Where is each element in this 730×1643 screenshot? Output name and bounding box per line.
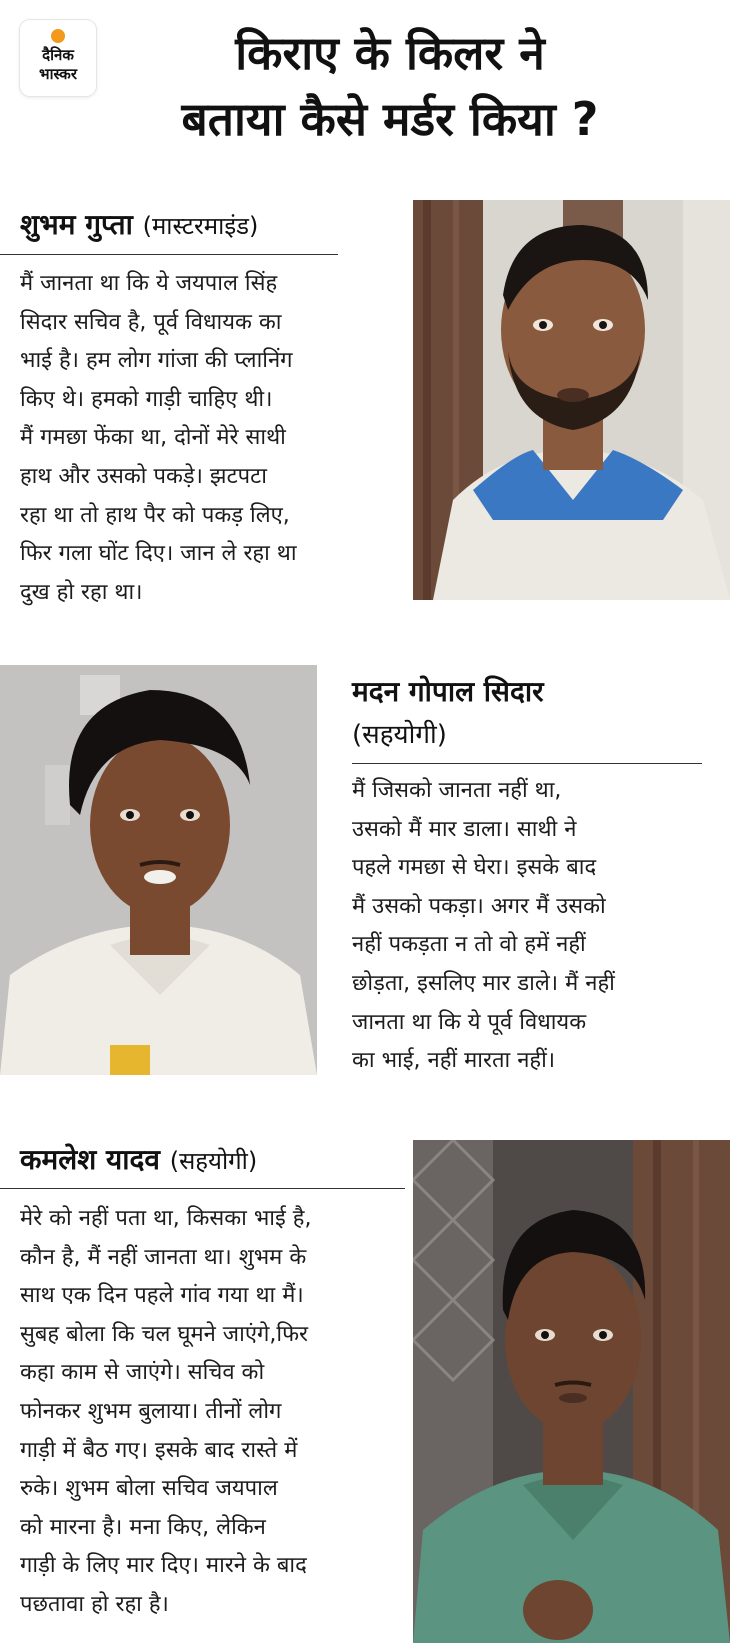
- statement-line: किए थे। हमको गाड़ी चाहिए थी।: [20, 386, 273, 412]
- logo-text-line2: भास्कर: [39, 65, 77, 83]
- statement-line: मेरे को नहीं पता था, किसका भाई है,: [20, 1206, 312, 1231]
- statement-line: गाड़ी में बैठ गए। इसके बाद रास्ते में: [20, 1437, 298, 1463]
- statement-text-2: [352, 772, 615, 1081]
- person-role: (सहयोगी): [169, 1147, 258, 1175]
- person-name: कमलेश यादव: [20, 1143, 160, 1176]
- statement-line: मैं जानता था कि ये जयपाल सिंह: [20, 271, 278, 296]
- statement-line: कहा काम से जाएंगे। सचिव को: [20, 1360, 265, 1386]
- statement-line: जानता था कि ये पूर्व विधायक: [352, 1009, 587, 1035]
- photo-shubham-gupta: [413, 200, 730, 600]
- headline-line2: बताया कैसे मर्डर किया ?: [181, 92, 599, 146]
- statement-line: छोड़ता, इसलिए मार डाले। मैं नहीं: [352, 970, 615, 996]
- headline-line1: किराए के किलर ने: [235, 26, 545, 80]
- statement-line: हाथ और उसको पकड़े। झटपटा: [20, 463, 267, 489]
- person-name-2: मदन गोपाल सिदार: [352, 675, 544, 708]
- statement-line: नहीं पकड़ता न तो वो हमें नहीं: [352, 932, 586, 958]
- person-role-2: (सहयोगी): [352, 720, 447, 750]
- person-name-3: [20, 1140, 257, 1178]
- photo-kamlesh-yadav: [413, 1140, 730, 1643]
- photo-madan-gopal-sidar: [0, 665, 317, 1075]
- statement-line: मैं जिसको जानता नहीं था,: [352, 778, 562, 803]
- divider-3: [0, 1188, 405, 1189]
- statement-text-3: [20, 1200, 311, 1625]
- person-name: शुभम गुप्ता: [20, 208, 133, 241]
- statement-line: कौन है, मैं नहीं जानता था। शुभम के: [20, 1244, 307, 1270]
- statement-line: रहा था तो हाथ पैर को पकड़ लिए,: [20, 502, 290, 528]
- divider-2: [352, 763, 702, 764]
- statement-line: पछतावा हो रहा है।: [20, 1591, 169, 1617]
- statement-line: गाड़ी के लिए मार दिए। मारने के बाद: [20, 1553, 307, 1579]
- statement-line: को मारना है। मना किए, लेकिन: [20, 1514, 266, 1540]
- statement-line: दुख हो रहा था।: [20, 579, 143, 605]
- statement-line: का भाई, नहीं मारता नहीं।: [352, 1048, 556, 1074]
- statement-line: उसको मैं मार डाला। साथी ने: [352, 816, 577, 842]
- divider-1: [0, 254, 338, 255]
- dainik-bhaskar-logo: [20, 20, 96, 96]
- statement-line: भाई है। हम लोग गांजा की प्लानिंग: [20, 348, 293, 374]
- sun-icon: [51, 29, 65, 43]
- statement-line: रुके। शुभम बोला सचिव जयपाल: [20, 1476, 278, 1502]
- statement-line: सुबह बोला कि चल घूमने जाएंगे,फिर: [20, 1321, 309, 1347]
- person-name-1: [20, 205, 258, 243]
- statement-line: पहले गमछा से घेरा। इसके बाद: [352, 855, 597, 881]
- logo-text-line1: दैनिक: [42, 46, 74, 64]
- statement-line: मैं गमछा फेंका था, दोनों मेरे साथी: [20, 425, 286, 451]
- person-role: (मास्टरमाइंड): [142, 212, 259, 240]
- statement-line: मैं उसको पकड़ा। अगर मैं उसको: [352, 893, 606, 919]
- statement-line: फिर गला घोंट दिए। जान ले रहा था: [20, 541, 297, 567]
- statement-text-1: [20, 265, 297, 612]
- statement-line: साथ एक दिन पहले गांव गया था मैं।: [20, 1283, 304, 1309]
- headline: [100, 20, 680, 152]
- statement-line: सिदार सचिव है, पूर्व विधायक का: [20, 309, 282, 335]
- statement-line: फोनकर शुभम बुलाया। तीनों लोग: [20, 1398, 282, 1424]
